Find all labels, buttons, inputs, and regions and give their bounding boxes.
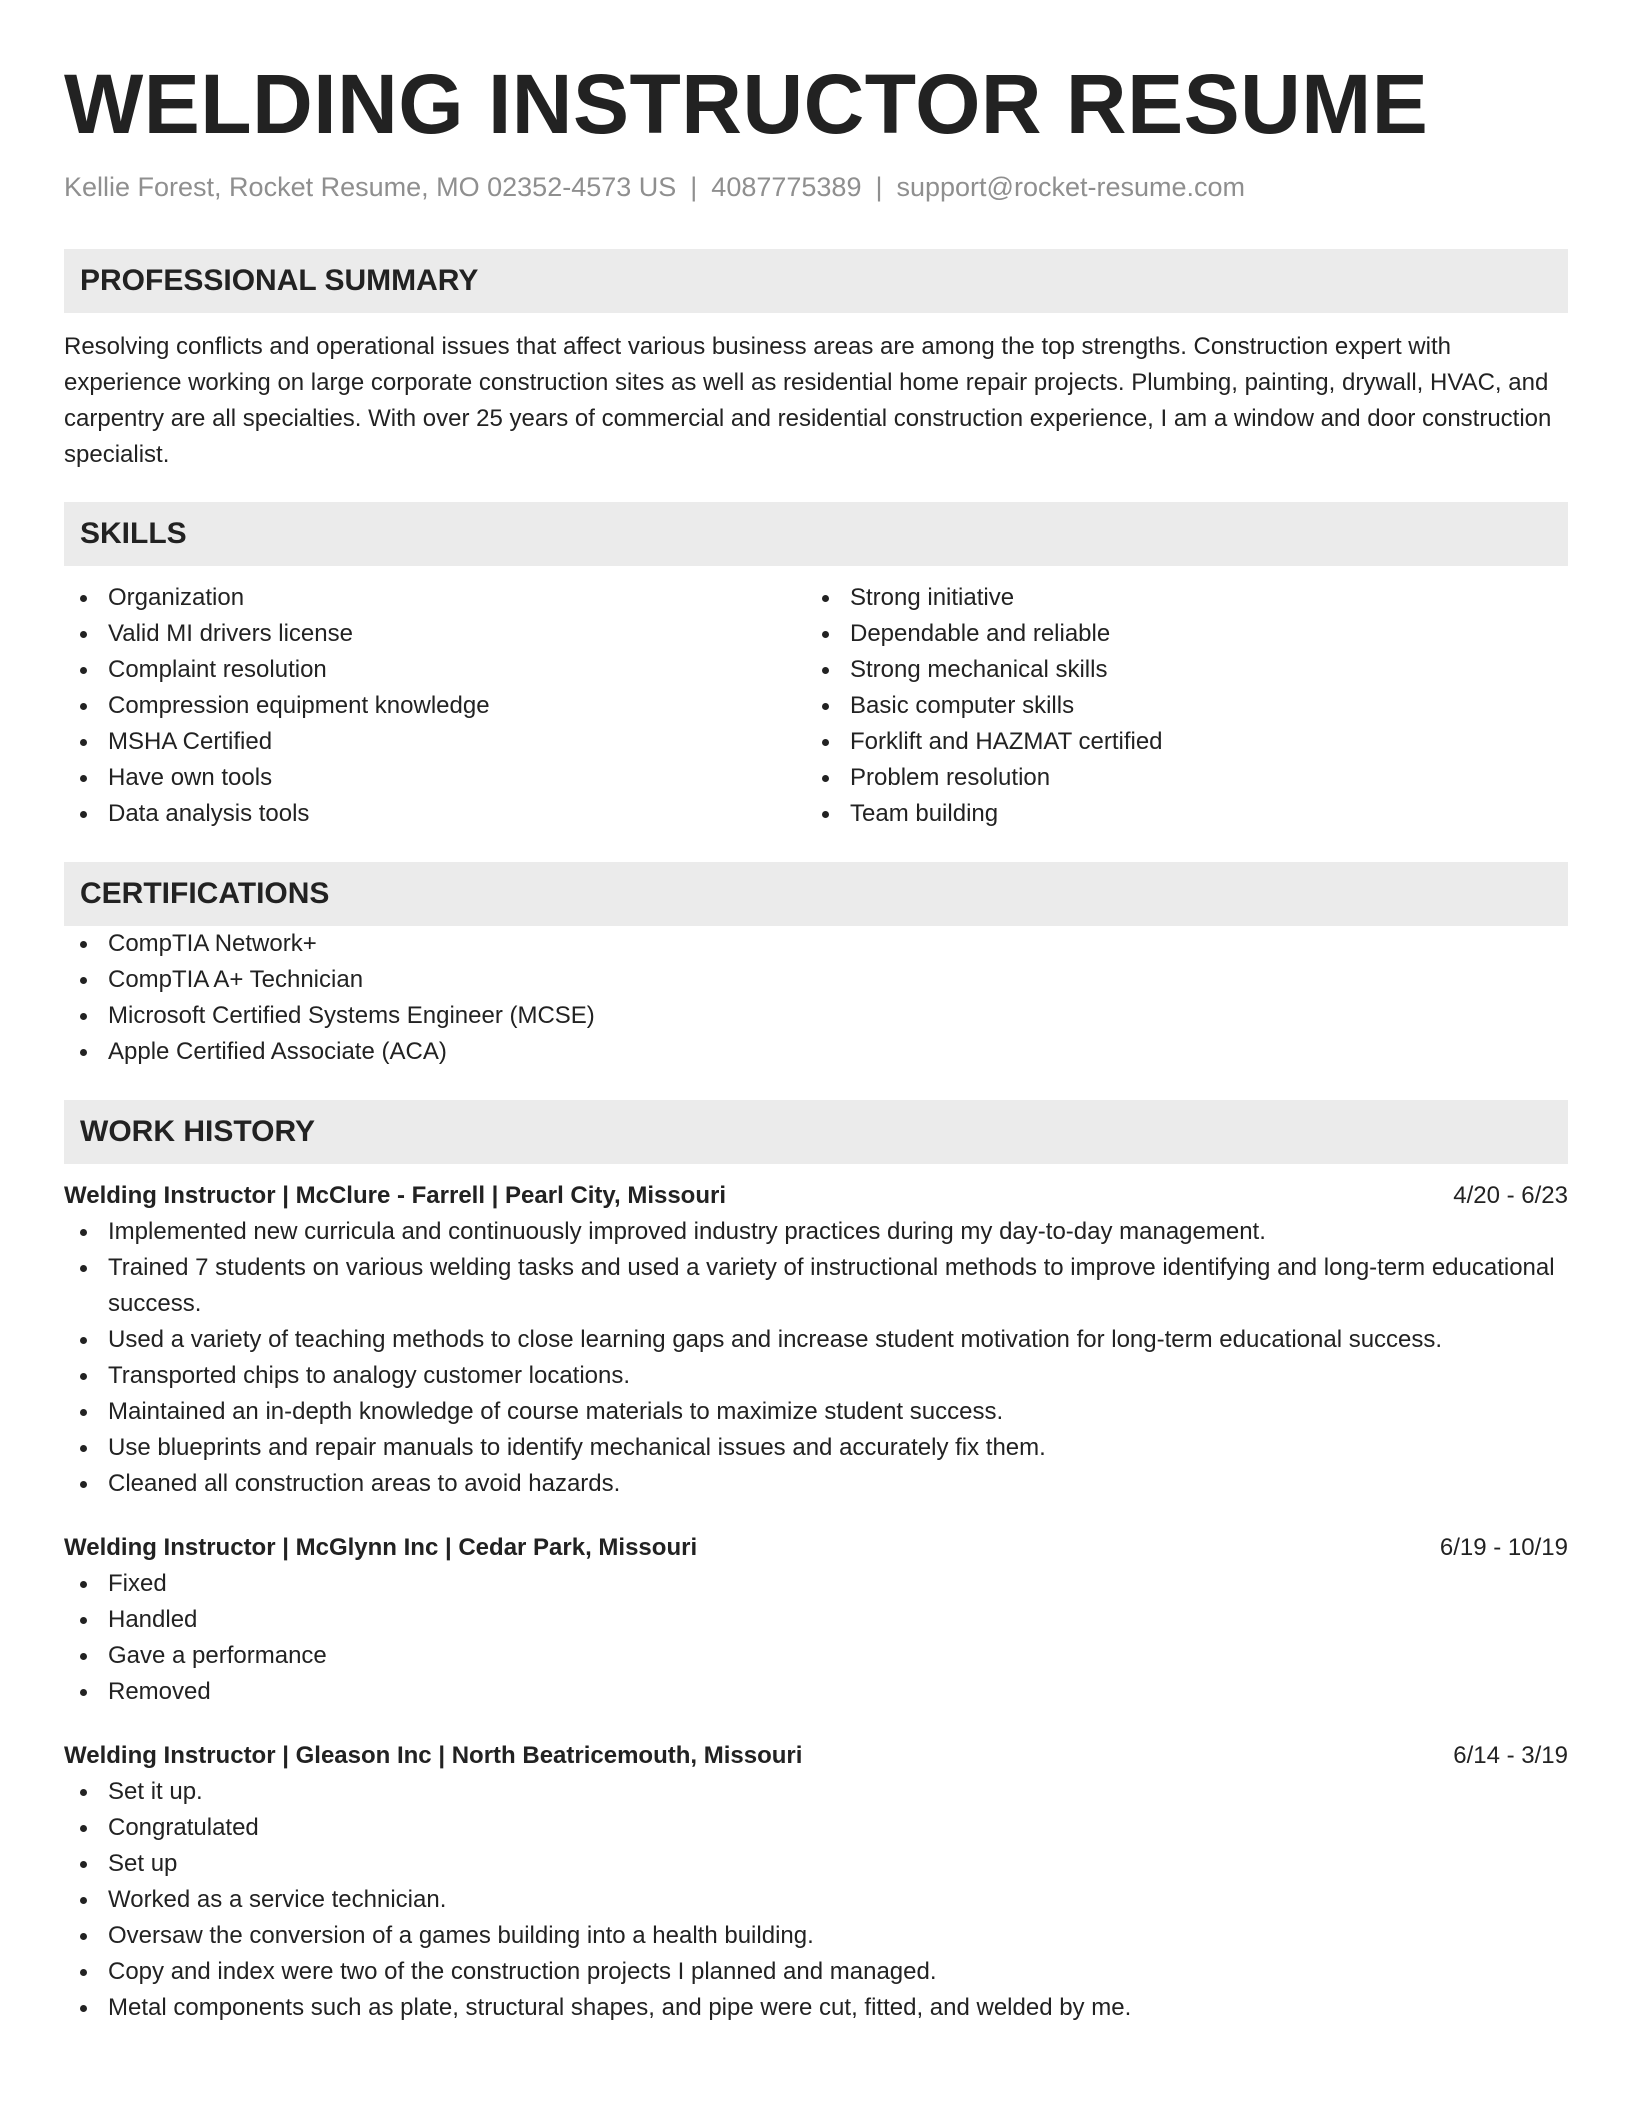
- skill-item: Team building: [806, 796, 1548, 832]
- contact-phone: 4087775389: [711, 172, 862, 202]
- section-header-summary: PROFESSIONAL SUMMARY: [64, 249, 1568, 313]
- job-duty: Cleaned all construction areas to avoid hazards.: [64, 1466, 1568, 1502]
- job-duty: Used a variety of teaching methods to close learning gaps and increase student motivation for long-term educational success.: [64, 1322, 1568, 1358]
- skill-item: Basic computer skills: [806, 688, 1548, 724]
- job-dates: 6/14 - 3/19: [1453, 1742, 1568, 1769]
- job-duties-list: [64, 1774, 1568, 2026]
- skills-column-right: [806, 580, 1548, 832]
- skill-item: Have own tools: [64, 760, 806, 796]
- skill-item: Forklift and HAZMAT certified: [806, 724, 1548, 760]
- skills-column-left: [64, 580, 806, 832]
- contact-separator: |: [690, 172, 698, 202]
- job-duty: Congratulated: [64, 1810, 1568, 1846]
- page-title: WELDING INSTRUCTOR RESUME: [64, 57, 1429, 151]
- job-header: [64, 1530, 1568, 1566]
- job-duty: Oversaw the conversion of a games building into a health building.: [64, 1918, 1568, 1954]
- job-entry: [64, 1738, 1568, 2026]
- job-duty: Maintained an in-depth knowledge of course materials to maximize student success.: [64, 1394, 1568, 1430]
- certification-item: CompTIA A+ Technician: [64, 962, 1568, 998]
- job-duty: Metal components such as plate, structural shapes, and pipe were cut, fitted, and welded by me.: [64, 1990, 1568, 2026]
- job-duty: Copy and index were two of the construction projects I planned and managed.: [64, 1954, 1568, 1990]
- job-duty: Fixed: [64, 1566, 1568, 1602]
- job-duty: Set it up.: [64, 1774, 1568, 1810]
- skill-item: Dependable and reliable: [806, 616, 1548, 652]
- skill-item: Valid MI drivers license: [64, 616, 806, 652]
- job-entry: [64, 1530, 1568, 1710]
- job-header: [64, 1738, 1568, 1774]
- job-duty: Removed: [64, 1674, 1568, 1710]
- job-title: Welding Instructor | McGlynn Inc | Cedar Park, Missouri: [64, 1534, 698, 1561]
- contact-address: Kellie Forest, Rocket Resume, MO 02352-4573 US: [64, 172, 677, 202]
- skill-item: Organization: [64, 580, 806, 616]
- contact-email: support@rocket-resume.com: [896, 172, 1246, 202]
- job-duty: Handled: [64, 1602, 1568, 1638]
- job-duty: Set up: [64, 1846, 1568, 1882]
- skill-item: MSHA Certified: [64, 724, 806, 760]
- job-duty: Worked as a service technician.: [64, 1882, 1568, 1918]
- job-duty: Implemented new curricula and continuously improved industry practices during my day-to-day management.: [64, 1214, 1568, 1250]
- job-title: Welding Instructor | Gleason Inc | North Beatricemouth, Missouri: [64, 1742, 803, 1769]
- job-duty: Trained 7 students on various welding tasks and used a variety of instructional methods to improve identifying and long-term educational success.: [64, 1250, 1568, 1322]
- resume-page: [64, 0, 1568, 2026]
- skills-list: [64, 580, 1568, 832]
- job-title: Welding Instructor | McClure - Farrell | Pearl City, Missouri: [64, 1182, 727, 1209]
- certification-item: Microsoft Certified Systems Engineer (MCSE): [64, 998, 1568, 1034]
- certification-item: Apple Certified Associate (ACA): [64, 1034, 1568, 1070]
- certifications-list: [64, 926, 1568, 1070]
- contact-line: [64, 170, 1568, 204]
- certification-item: CompTIA Network+: [64, 926, 1568, 962]
- contact-separator: |: [875, 172, 883, 202]
- job-duty: Transported chips to analogy customer locations.: [64, 1358, 1568, 1394]
- section-header-work-history: WORK HISTORY: [64, 1100, 1568, 1164]
- job-entry: [64, 1178, 1568, 1502]
- skill-item: Problem resolution: [806, 760, 1548, 796]
- job-dates: 6/19 - 10/19: [1439, 1534, 1568, 1561]
- skill-item: Data analysis tools: [64, 796, 806, 832]
- job-duty: Use blueprints and repair manuals to identify mechanical issues and accurately fix them.: [64, 1430, 1568, 1466]
- job-dates: 4/20 - 6/23: [1453, 1182, 1568, 1209]
- job-duties-list: [64, 1566, 1568, 1710]
- summary-text: Resolving conflicts and operational issues that affect various business areas are among the top strengths. Construction expert with experience working on large corporate construction sites as well as residential home repair projects. Plumbing, painting, drywall, HVAC, and carpentry are all specialties. With over 25 years of commercial and residential construction experience, I am a window and door construction specialist.: [64, 333, 1552, 468]
- skill-item: Compression equipment knowledge: [64, 688, 806, 724]
- job-duty: Gave a performance: [64, 1638, 1568, 1674]
- skill-item: Complaint resolution: [64, 652, 806, 688]
- job-duties-list: [64, 1214, 1568, 1502]
- section-header-certifications: CERTIFICATIONS: [64, 862, 1568, 926]
- skill-item: Strong initiative: [806, 580, 1548, 616]
- job-header: [64, 1178, 1568, 1214]
- skill-item: Strong mechanical skills: [806, 652, 1548, 688]
- section-header-skills: SKILLS: [64, 502, 1568, 566]
